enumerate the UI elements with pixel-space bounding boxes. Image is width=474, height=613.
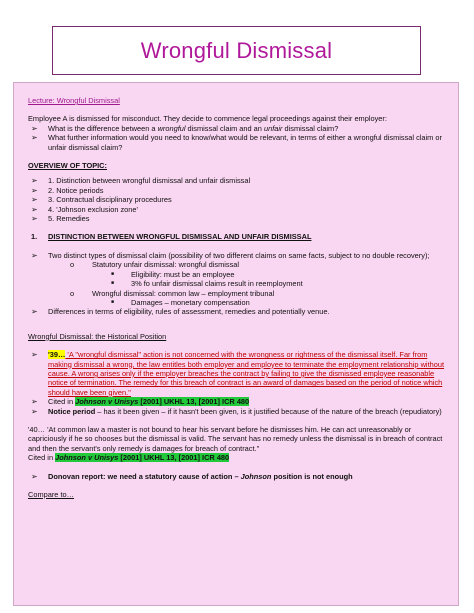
overview-item: ➢ 5. Remedies: [28, 214, 446, 223]
statutory-point: ■ Eligibility: must be an employee: [28, 270, 446, 279]
question-2: ➢ What further information would you need to know/what would be relevant, in terms of either a wrongful dismissal claim or unfair dismissal claim?: [28, 133, 446, 152]
quote-39: ➢ '39… 'A "wrongful dismissal" action is not concerned with the wrongness or rightness of the dismissal itself. Far from making dismissal a wrong, the law entitles both employer and employee to terminate the employment relationship without cause. A wrong arises only if the employer breaches the contract by failing to give the dismissed employee reasonable notice of termination. The remedy for this breach of contract is an award of damages based on the period of notice which should have been given.'': [28, 350, 446, 397]
two-types-text: ➢ Two distinct types of dismissal claim (possibility of two different claims on same facts, subject to no double recovery);: [28, 251, 446, 260]
cited-2: Cited in Johnson v Unisys [2001] UKHL 13, [2001] ICR 480: [28, 453, 230, 463]
notice-period: ➢ Notice period – has it been given – if it hasn't been given, is it justified because of the nature of the breach (repudiatory): [28, 407, 446, 416]
donovan-report: ➢ Donovan report: we need a statutory cause of action – Johnson position is not enough: [28, 472, 446, 481]
cited-1: ➢ Cited in Johnson v Unisys [2001] UKHL 13, [2001] ICR 480: [28, 397, 446, 406]
compare-to: Compare to…: [28, 490, 75, 499]
document-title: Wrongful Dismissal: [140, 37, 333, 63]
overview-item: ➢ 2. Notice periods: [28, 186, 446, 195]
statutory-point: ■ 3% fo unfair dismissal claims result in reemployment: [28, 279, 446, 288]
intro-text: Employee A is dismissed for misconduct. They decide to commence legal proceedings against their employer:: [28, 114, 387, 124]
statutory-label: o Statutory unfair dismissal: wrongful dismissal: [28, 260, 446, 269]
notes-panel: [13, 82, 459, 606]
wrongful-label: o Wrongful dismissal: common law – employment tribunal: [28, 289, 446, 298]
title-box: [52, 26, 421, 75]
quote-40: '40… 'At common law a master is not bound to hear his servant before he dismisses him. He can act unreasonably or capriciously if he so chooses but the dismissal is valid. The servant has no remedy unless the dismissal is in breach of contract and then the servant's only remedy is damages for breach of contract.'': [28, 424, 443, 453]
overview-item: ➢ 4. 'Johnson exclusion zone': [28, 205, 446, 214]
overview-item: ➢ 1. Distinction between wrongful dismissal and unfair dismissal: [28, 176, 446, 185]
wrongful-point: ■ Damages – monetary compensation: [28, 298, 446, 307]
overview-heading: OVERVIEW OF TOPIC:: [28, 161, 107, 171]
lecture-heading: Lecture: Wrongful Dismissal: [28, 96, 120, 105]
overview-item: ➢ 3. Contractual disciplinary procedures: [28, 195, 446, 204]
section-1-heading: 1. DISTINCTION BETWEEN WRONGFUL DISMISSAL AND UNFAIR DISMISSAL: [31, 232, 312, 242]
differences-text: ➢ Differences in terms of eligibility, rules of assessment, remedies and potentially venue.: [28, 307, 446, 316]
historical-heading: Wrongful Dismissal: the Historical Position: [28, 331, 167, 341]
question-1: ➢ What is the difference between a wrongful dismissal claim and an unfair dismissal claim?: [28, 124, 446, 133]
